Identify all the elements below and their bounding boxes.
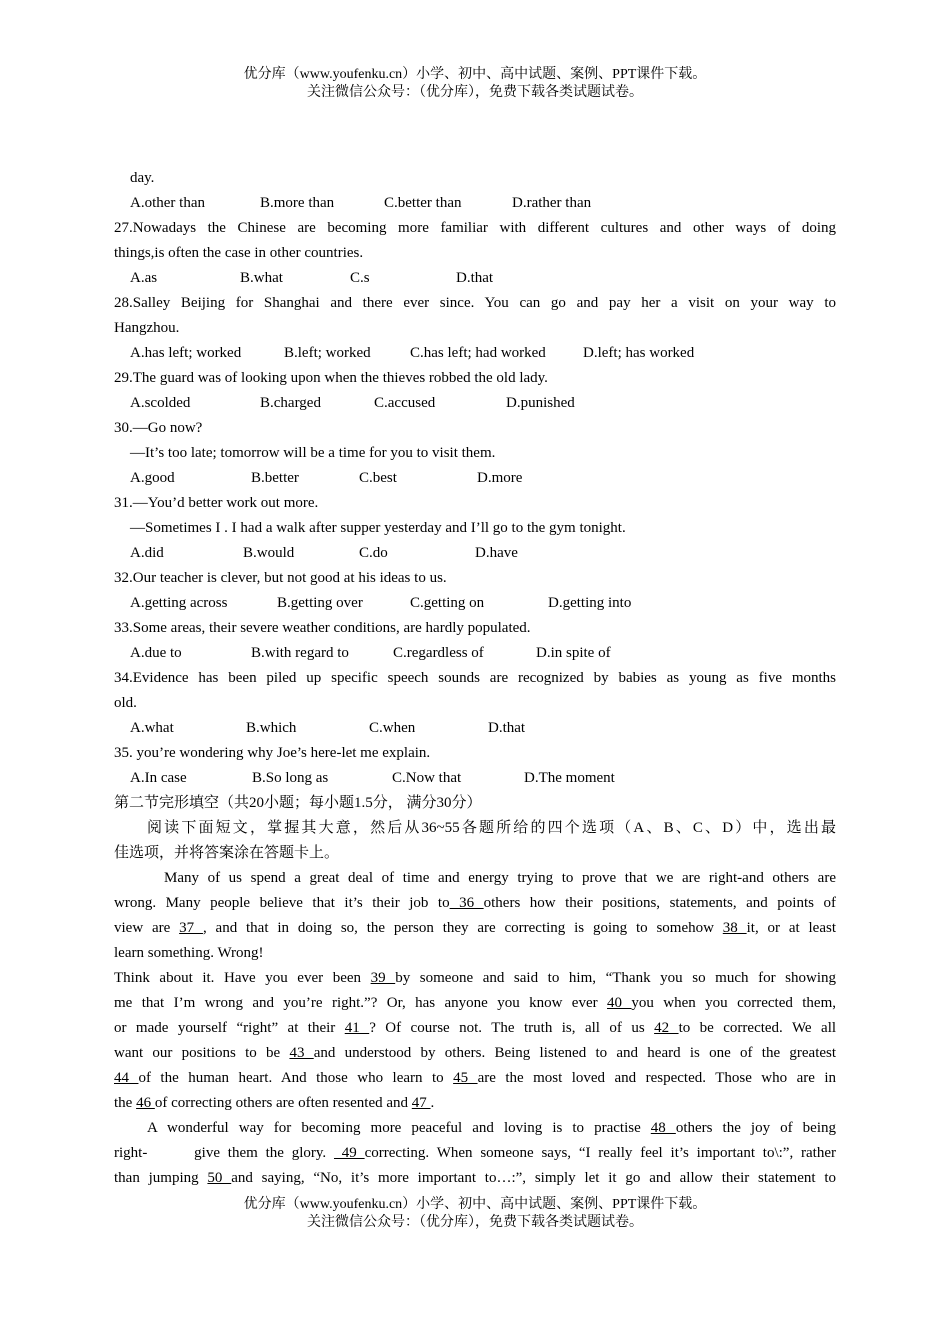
option-d: D.rather than: [512, 195, 592, 211]
passage-text: and saying, “No, it’s more important to…:”, simply let it go and allow their statement to: [231, 1170, 836, 1186]
option-b: B.which: [246, 720, 297, 736]
page-footer: [0, 1196, 950, 1232]
passage-line: [114, 891, 836, 916]
option-a: A.has left; worked: [130, 345, 242, 361]
blank-46: 46: [136, 1095, 155, 1111]
header-line-2: 关注微信公众号：（优分库），免费下载各类试题试卷。: [307, 85, 643, 100]
passage-line: [114, 1166, 836, 1191]
option-d: D.more: [477, 470, 523, 486]
blank-50: 50: [207, 1170, 232, 1186]
passage-text: , and that in doing so, the person they are correcting is going to somehow: [202, 920, 723, 936]
option-c: C.better than: [384, 195, 462, 211]
q32-stem: 32.Our teacher is clever, but not good at his ideas to us.: [114, 570, 447, 586]
blank-44: 44: [114, 1070, 139, 1086]
passage-text: .: [430, 1095, 435, 1111]
passage-text: you when you corrected them,: [631, 995, 836, 1011]
q27-stem-cont: things,is often the case in other countries.: [114, 245, 364, 261]
q30-reply: —It’s too late; tomorrow will be a time for you to visit them.: [130, 445, 496, 461]
q29-stem: 29.The guard was of looking upon when the thieves robbed the old lady.: [114, 370, 548, 386]
passage-line: learn something. Wrong!: [114, 945, 264, 961]
option-c: C.getting on: [410, 595, 485, 611]
option-d: D.punished: [506, 395, 575, 411]
option-c: C.when: [369, 720, 416, 736]
q34-options: [114, 716, 836, 741]
blank-36: 36: [449, 895, 484, 911]
passage-text: and understood by others. Being listened to and heard is one of the greatest: [313, 1045, 836, 1061]
footer-line-1: 优分库（www.youfenku.cn）小学、初中、高中试题、案例、PPT课件下载。: [243, 1197, 707, 1212]
q34-stem: 34.Evidence has been piled up specific speech sounds are recognized by babies as young as five months: [114, 670, 836, 686]
section-title: 第二节完形填空（共20小题；每小题1.5分， 满分30分）: [114, 795, 482, 811]
passage-text: right- give them the glory.: [114, 1145, 334, 1161]
passage-text: of correcting others are often resented and: [154, 1095, 412, 1111]
option-c: C.regardless of: [393, 645, 484, 661]
option-b: B.getting over: [277, 595, 363, 611]
option-a: A.scolded: [130, 395, 191, 411]
option-d: D.getting into: [548, 595, 632, 611]
option-a: A.due to: [130, 645, 182, 661]
q28-stem-cont: Hangzhou.: [114, 320, 180, 336]
blank-42: 42: [654, 1020, 679, 1036]
q26-tail: day.: [130, 170, 155, 186]
passage-text: me that I’m wrong and you’re right.”? Or, has anyone you know ever: [114, 995, 608, 1011]
blank-39: 39: [370, 970, 396, 986]
option-d: D.left; has worked: [583, 345, 695, 361]
option-c: C.has left; had worked: [410, 345, 546, 361]
passage-line: [114, 991, 836, 1016]
passage-text: A wonderful way for becoming more peaceful and loving is to practise: [147, 1120, 651, 1136]
option-d: D.that: [488, 720, 526, 736]
passage-line: [114, 966, 836, 991]
option-c: C.do: [359, 545, 388, 561]
passage-text: correcting. When someone says, “I really feel it’s important to\:”, rather: [364, 1145, 836, 1161]
q35-options: [114, 766, 836, 791]
q31-stem: 31.—You’d better work out more.: [114, 495, 319, 511]
section-instructions: 阅读下面短文，掌握其大意，然后从36~55各题所给的四个选项（A、B、C、D）中，选出最: [147, 820, 836, 836]
section-instructions-cont: 佳选项，并将答案涂在答题卡上。: [114, 845, 340, 861]
passage-text: others the joy of being: [675, 1120, 836, 1136]
blank-49: 49: [333, 1145, 365, 1161]
option-a: A.as: [130, 270, 158, 286]
q26-options: [114, 191, 836, 216]
q31-options: [114, 541, 836, 566]
option-b: B.left; worked: [284, 345, 371, 361]
passage-text: to be corrected. We all: [678, 1020, 836, 1036]
option-a: A.what: [130, 720, 174, 736]
option-a: A.other than: [130, 195, 205, 211]
passage-text: want our positions to be: [114, 1045, 290, 1061]
q32-options: [114, 591, 836, 616]
passage-line: [114, 916, 836, 941]
blank-45: 45: [453, 1070, 478, 1086]
option-a: A.getting across: [130, 595, 228, 611]
q33-stem: 33.Some areas, their severe weather conditions, are hardly populated.: [114, 620, 531, 636]
passage-text: Think about it. Have you ever been: [114, 970, 371, 986]
q27-stem: 27.Nowadays the Chinese are becoming more familiar with different cultures and other ways of doing: [114, 220, 836, 236]
exam-content: [114, 166, 836, 1191]
page-header: [0, 66, 950, 102]
option-d: D.The moment: [524, 770, 615, 786]
passage-text: by someone and said to him, “Thank you so much for showing: [395, 970, 836, 986]
passage-line: [114, 1091, 836, 1116]
blank-37: 37: [179, 920, 203, 936]
option-d: D.that: [456, 270, 494, 286]
q29-options: [114, 391, 836, 416]
passage-line: [114, 1141, 836, 1166]
option-c: C.accused: [374, 395, 436, 411]
option-b: B.what: [240, 270, 283, 286]
passage-text: the: [114, 1095, 137, 1111]
q34-stem-cont: old.: [114, 695, 137, 711]
passage-text: view are: [114, 920, 180, 936]
q30-stem: 30.—Go now?: [114, 420, 203, 436]
passage-text: ? Of course not. The truth is, all of us: [369, 1020, 655, 1036]
passage-line: Many of us spend a great deal of time and energy trying to prove that we are right-and others are: [164, 870, 836, 886]
passage-text: are the most loved and respected. Those who are in: [477, 1070, 836, 1086]
q28-stem: 28.Salley Beijing for Shanghai and there ever since. You can go and pay her a visit on your way to: [114, 295, 836, 311]
q35-stem: 35. you’re wondering why Joe’s here-let me explain.: [114, 745, 431, 761]
blank-41: 41: [344, 1020, 370, 1036]
option-a: A.did: [130, 545, 164, 561]
header-line-1: 优分库（www.youfenku.cn）小学、初中、高中试题、案例、PPT课件下载。: [243, 67, 707, 82]
option-b: B.So long as: [252, 770, 329, 786]
blank-38: 38: [722, 920, 747, 936]
option-a: A.good: [130, 470, 175, 486]
blank-48: 48: [650, 1120, 676, 1136]
option-c: C.best: [359, 470, 397, 486]
option-b: B.better: [251, 470, 299, 486]
q33-options: [114, 641, 836, 666]
option-c: C.Now that: [392, 770, 462, 786]
passage-line: [114, 1041, 836, 1066]
blank-40: 40: [607, 995, 632, 1011]
blank-43: 43: [289, 1045, 314, 1061]
passage-text: others how their positions, statements, and points of: [483, 895, 836, 911]
passage-text: wrong. Many people believe that it’s their job to: [114, 895, 450, 911]
option-b: B.charged: [260, 395, 321, 411]
passage-text: it, or at least: [746, 920, 836, 936]
q31-reply: —Sometimes I . I had a walk after supper yesterday and I’ll go to the gym tonight.: [130, 520, 626, 536]
passage-line: [114, 1016, 836, 1041]
passage-text: than jumping: [114, 1170, 208, 1186]
option-a: A.In case: [130, 770, 187, 786]
passage-text: of the human heart. And those who learn to: [138, 1070, 454, 1086]
footer-line-2: 关注微信公众号：（优分库），免费下载各类试题试卷。: [307, 1215, 643, 1230]
q27-options: [114, 266, 836, 291]
q28-options: [114, 341, 836, 366]
option-d: D.have: [475, 545, 518, 561]
blank-47: 47: [411, 1095, 431, 1111]
option-b: B.more than: [260, 195, 335, 211]
passage-line: [114, 1116, 836, 1141]
q30-options: [114, 466, 836, 491]
option-b: B.with regard to: [251, 645, 349, 661]
option-b: B.would: [243, 545, 295, 561]
passage-line: [114, 1066, 836, 1091]
option-c: C.s: [350, 270, 370, 286]
passage-text: or made yourself “right” at their: [114, 1020, 345, 1036]
option-d: D.in spite of: [536, 645, 611, 661]
